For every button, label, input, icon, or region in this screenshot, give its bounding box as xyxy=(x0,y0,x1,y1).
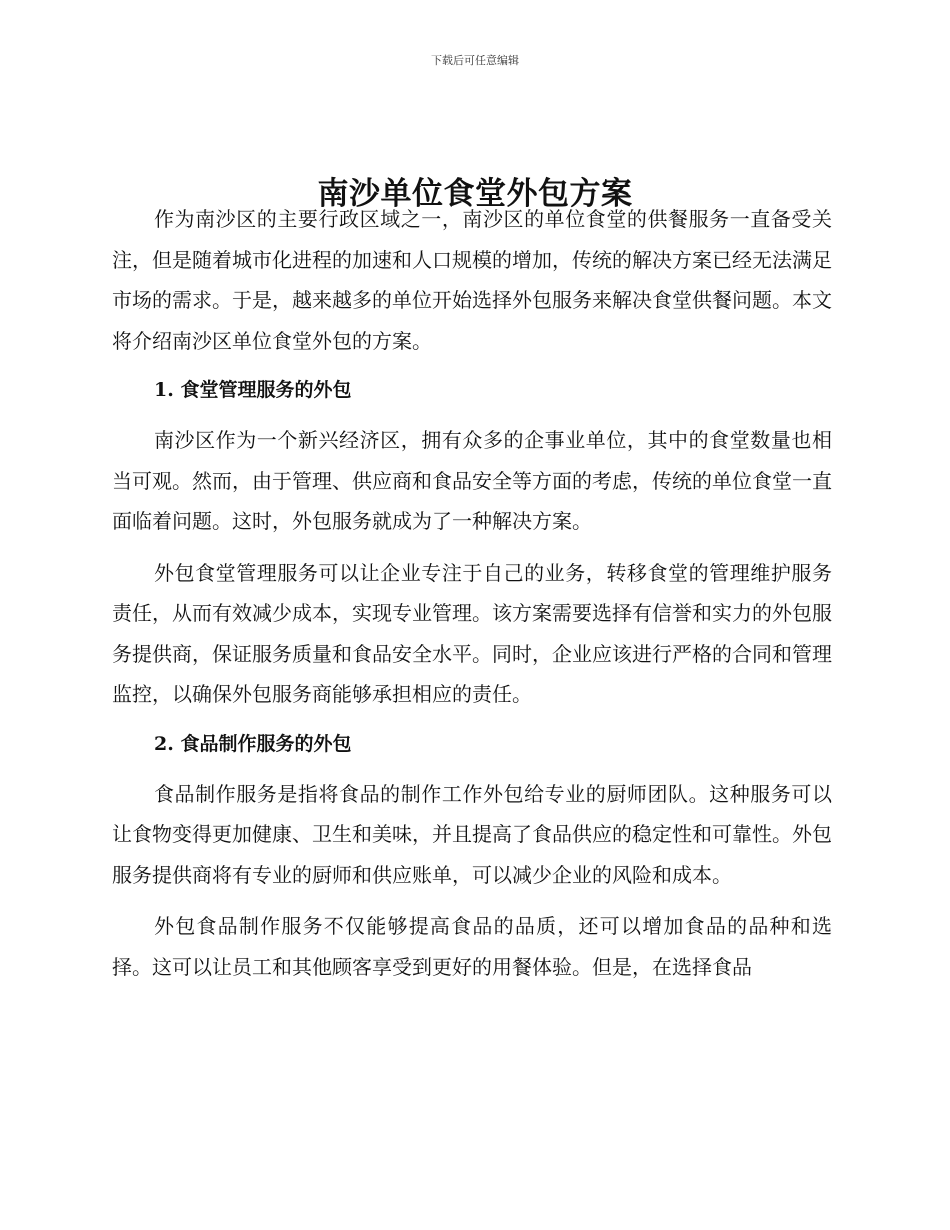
section-2-paragraph-1: 食品制作服务是指将食品的制作工作外包给专业的厨师团队。这种服务可以让食物变得更加健康、卫生和美味，并且提高了食品供应的稳定性和可靠性。外包服务提供商将有专业的厨师和供应账单，可以减少企业的风险和成本。 xyxy=(112,781,832,887)
intro-paragraph: 作为南沙区的主要行政区域之一，南沙区的单位食堂的供餐服务一直备受关注，但是随着城市化进程的加速和人口规模的增加，传统的解决方案已经无法满足市场的需求。于是，越来越多的单位开始选择外包服务来解决食堂供餐问题。本文将介绍南沙区单位食堂外包的方案。 xyxy=(112,207,832,353)
document-title: 南沙单位食堂外包方案 xyxy=(317,175,633,212)
section-2-paragraph-2: 外包食品制作服务不仅能够提高食品的品质，还可以增加食品的品种和选择。这可以让员工和其他顾客享受到更好的用餐体验。但是，在选择食品 xyxy=(112,914,832,979)
section-heading-food-preparation: 2. 食品制作服务的外包 xyxy=(154,732,352,755)
section-1-paragraph-1: 南沙区作为一个新兴经济区，拥有众多的企事业单位，其中的食堂数量也相当可观。然而，由于管理、供应商和食品安全等方面的考虑，传统的单位食堂一直面临着问题。这时，外包服务就成为了一种解决方案。 xyxy=(112,428,832,533)
section-1-paragraph-2: 外包食堂管理服务可以让企业专注于自己的业务，转移食堂的管理维护服务责任，从而有效减少成本，实现专业管理。该方案需要选择有信誉和实力的外包服务提供商，保证服务质量和食品安全水平。同时，企业应该进行严格的合同和管理监控，以确保外包服务商能够承担相应的责任。 xyxy=(112,560,832,706)
section-heading-food-management: 1. 食堂管理服务的外包 xyxy=(154,379,352,401)
header-note: 下载后可任意编辑 xyxy=(431,54,519,67)
document-body xyxy=(112,199,832,998)
